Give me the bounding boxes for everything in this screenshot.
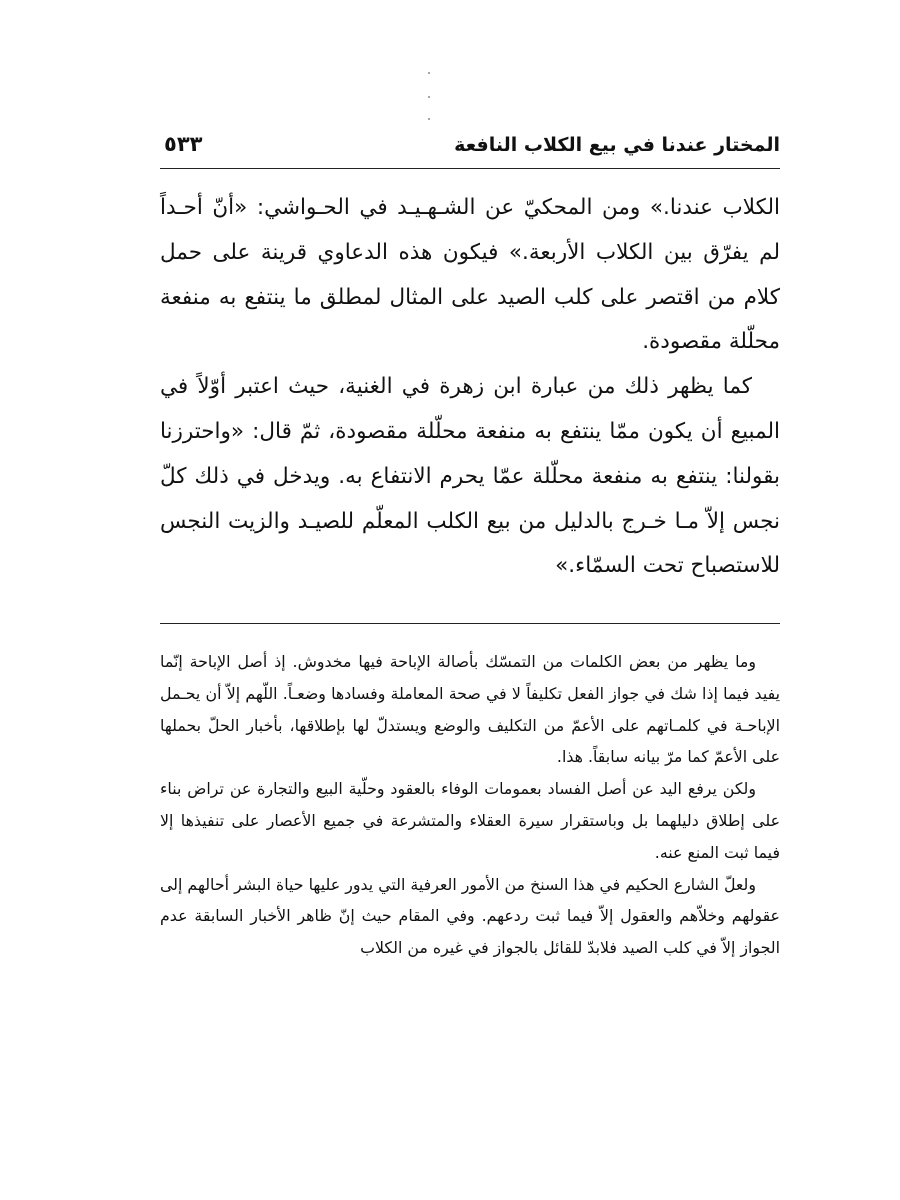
footnote-paragraph: وما يظهر من بعض الكلمات من التمسّك بأصالة الإباحة فيها مخدوش. إذ أصل الإباحة إنّما يفيد فيما إذا شك في جواز الفعل تكليفاً لا في صحة المعاملة وفسادها وضعـاً. اللّهم إلاّ أن يحـمل الإباحـة في كلمـاتهم على الأعمّ من التكليف والوضع ويستدلّ لها بإطلاقها، بأخبار الحلّ بحملها على الأعمّ كما مرّ بيانه سابقاً. هذا. [160,652,780,767]
footnotes [160,646,780,964]
footnote-paragraph: ولكن يرفع اليد عن أصل الفساد بعمومات الوفاء بالعقود وحلّية البيع والتجارة عن تراض بناء على إطلاق دليلهما بل وباستقرار سيرة العقلاء والمتشرعة في جميع الأعصار على تنفيذها إلا فيما ثبت المنع عنه. [160,779,780,862]
page-number: ٥٣٣ [164,132,203,156]
scan-speck [428,96,430,98]
footnote-paragraph: ولعلّ الشارع الحكيم في هذا السنخ من الأمور العرفية التي يدور عليها حياة البشر أحالهم إلى عقولهم وخلاّهم والعقول إلاّ فيما ثبت ردعهم. وفي المقام حيث إنّ ظاهر الأخبار السابقة عدم الجواز إلاّ في كلب الصيد فلابدّ للقائل بالجواز في غيره من الكلاب [160,874,780,958]
scan-speck [428,72,430,74]
footnote-divider [160,623,780,624]
scan-speck [428,118,430,120]
main-text [160,186,780,589]
main-paragraph: الكلاب عندنا.» ومن المحكيّ عن الشـهـيـد في الحـواشي: «أنّ أحـداً لم يفرّق بين الكلاب الأربعة.» فيكون هذه الدعاوي قرينة على حمل كلام من اقتصر على كلب الصيد على المثال لمطلق ما ينتفع به منفعة محلّلة مقصودة. [160,195,780,355]
main-paragraph: كما يظهر ذلك من عبارة ابن زهرة في الغنية، حيث اعتبر أوّلاً في المبيع أن يكون ممّا ينتفع به منفعة محلّلة مقصودة، ثمّ قال: «واحترزنا بقولنا: ينتفع به منفعة محلّلة عمّا يحرم الانتفاع به. ويدخل في ذلك كلّ نجس إلاّ مـا خـرج بالدليل من بيع الكلب المعلّم للصيـد والزيت النجس للاستصباح تحت السمّاء.» [160,374,780,579]
page-header [160,128,780,169]
running-head: المختار عندنا في بيع الكلاب النافعة [454,134,780,156]
